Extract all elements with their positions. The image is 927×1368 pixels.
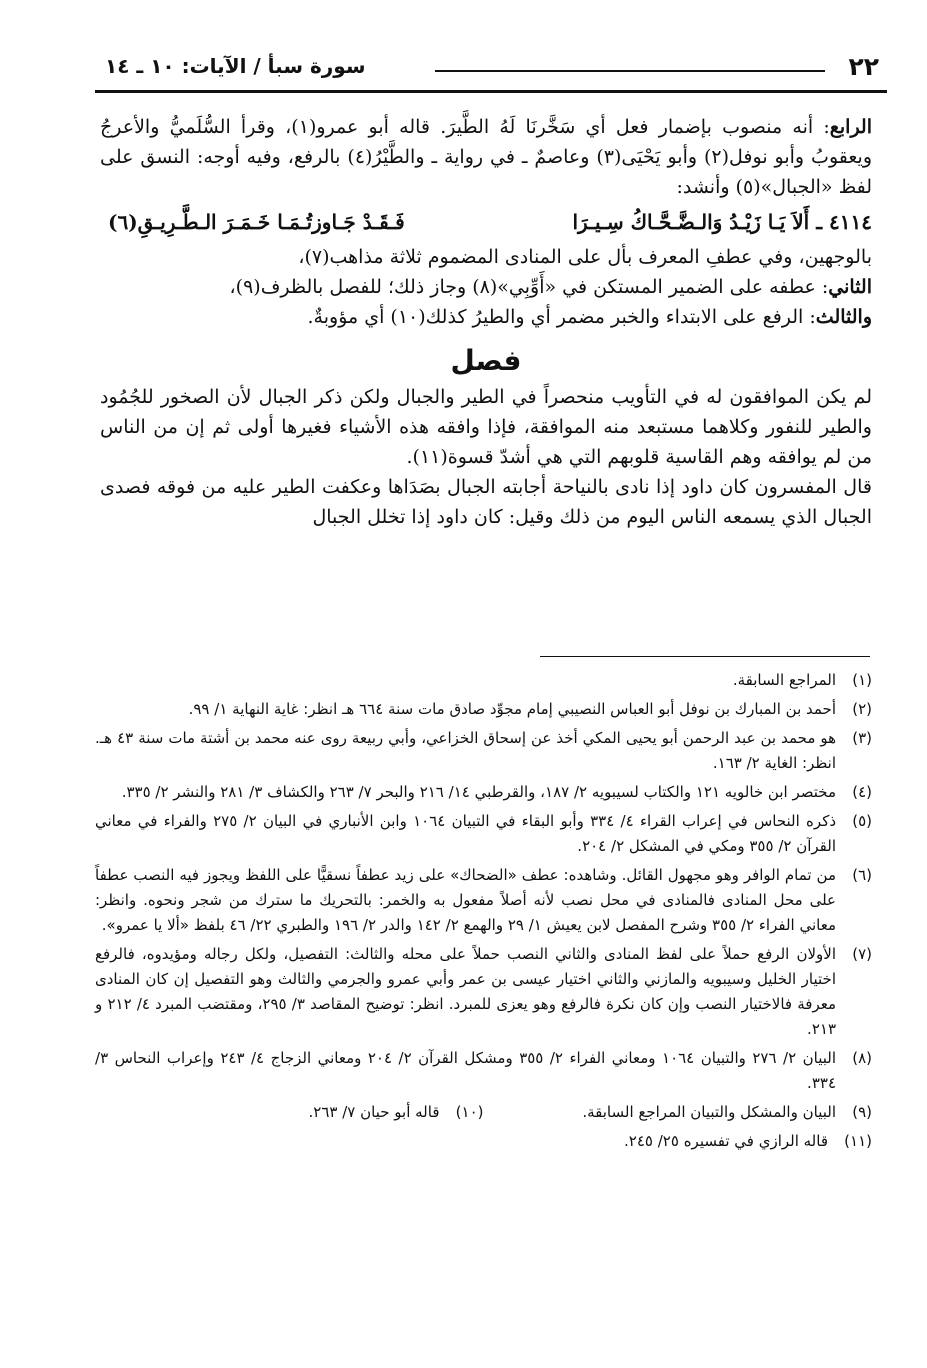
text-third: : الرفع على الابتداء والخبر مضمر أي والطيرُ كذلك(١٠) أي مؤوبةٌ. <box>307 306 816 328</box>
footnote-text: البيان والمشكل والتبيان المراجع السابقة. <box>582 1103 836 1121</box>
label-third: والثالث <box>815 306 872 328</box>
footnote-item <box>484 1100 873 1125</box>
footnote-pair <box>95 1100 872 1125</box>
paragraph-chapter-2: قال المفسرون كان داود إذا نادى بالنياحة أجابته الجبال بصَدَاها وعكفت الطير عليه من فوقه فصدى الجبال الذي يسمعه الناس اليوم من ذلك وقيل: كان داود إذا تخلل الجبال <box>100 476 872 528</box>
footnote-number: (٧) <box>852 945 872 963</box>
footnote-number: (٥) <box>852 812 872 830</box>
footnote-number: (٦) <box>852 866 872 884</box>
footnote-item <box>95 809 872 859</box>
poetry-verse <box>100 206 872 238</box>
footnote-text: ذكره النحاس في إعراب القراء ٤/ ٣٣٤ وأبو البقاء في التبيان ١٠٦٤ وابن الأنباري في البيان ٢/ ٢٧٥ والفراء في معاني القرآن ٢/ ٣٥٥ ومكي في المشكل ٢/ ٢٠٤. <box>95 812 837 855</box>
footnote-number: (٩) <box>852 1103 872 1121</box>
footnote-item <box>95 1046 872 1096</box>
footnote-text: قاله أبو حيان ٧/ ٢٦٣. <box>308 1103 440 1121</box>
footnote-text: المراجع السابقة. <box>732 671 836 689</box>
text-fourth: : أنه منصوب بإضمار فعل أي سَخَّرنَا لَهُ الطَّيرَ. قاله أبو عمرو(١)، وقرأ السُّلَميُّ والأعرجُ ويعقوبُ وأبو نوفل(٢) وأبو يَحْيَى(٣) وعاصمٌ ـ في رواية ـ والطَّيْرُ(٤) بالرفع، وفيه أوجه: النسق على لفظ «الجبال»(٥) وأنشد: <box>100 116 872 198</box>
footnote-text: قاله الرازي في تفسيره ٢٥/ ٢٤٥. <box>624 1132 828 1150</box>
label-second: الثاني <box>828 276 872 298</box>
footnote-number: (٤) <box>852 783 872 801</box>
paragraph-chapter-1: لم يكن الموافقون له في التأويب منحصراً في الطير والجبال ولكن ذكر الجبال لأن الصخور للجُمُود والطير للنفور وكلاهما مستبعد منه الموافقة، فإذا وافقه هذه الأشياء فغيرها أولى ثم إن من الناس من لم يوافقه وهم القاسية قلوبهم التي هي أشدّ قسوة(١١). <box>100 386 872 468</box>
footnote-text: أحمد بن المبارك بن نوفل أبو العباس النصيبي إمام مجوِّد صادق مات سنة ٦٦٤ هـ انظر: غاية النهاية ١/ ٩٩. <box>188 700 836 718</box>
verse-first-text: ـ أَلاَ يَـا زَيْـدُ وَالـضَّـحَّـاكُ سِـيـرَا <box>572 210 823 234</box>
paragraph-third <box>100 302 872 332</box>
header-rule <box>95 90 887 93</box>
footnote-item <box>95 1100 484 1125</box>
footnote-rule <box>540 656 870 657</box>
section-heading: فصل <box>450 344 522 377</box>
footnote-item <box>95 780 872 805</box>
footnote-text: مختصر ابن خالويه ١٢١ والكتاب لسيبويه ٢/ ١٨٧، والقرطبي ١٤/ ٢١٦ والبحر ٧/ ٢٦٣ والكشاف ٣/ ٢٨١ والنشر ٢/ ٣٣٥. <box>121 783 836 801</box>
footnote-number: (٨) <box>852 1049 872 1067</box>
paragraph-fourth <box>100 112 872 202</box>
footnote-item <box>95 942 872 1042</box>
footnote-number: (١١) <box>844 1132 872 1150</box>
verse-second-hemistich: فَـقَـدْ جَـاوزتُـمَـا خَـمَـرَ الـطَّـرِيـقِ(٦) <box>108 210 405 234</box>
footnotes <box>95 668 872 1158</box>
footnote-item <box>95 697 872 722</box>
main-text <box>100 112 872 532</box>
paragraph-views: بالوجهين، وفي عطفِ المعرف بأل على المنادى المضموم ثلاثة مذاهب(٧)، <box>298 246 872 268</box>
footnote-item <box>95 1129 872 1154</box>
footnote-number: (٢) <box>852 700 872 718</box>
footnote-item <box>95 863 872 938</box>
text-second: : عطفه على الضمير المستكن في «أَوِّبِي»(٨) وجاز ذلك؛ للفصل بالظرف(٩)، <box>229 276 829 298</box>
footnote-text: الأولان الرفع حملاً على لفظ المنادى والثاني النصب حملاً على محله والثالث: التفصيل، ولكل رجاله ومؤيدوه، فالرفع اختيار الخليل وسيبويه والمازني والثاني اختيار عيسى بن عمر وأبي عمرو والجرمي والثالث وهو التفصيل إن كان المنادى معرفة فالاختيار النصب وإن كان نكرة فالرفع وهو يعزى للمبرد. انظر: توضيح المقاصد ٣/ ٢٩٥، ومقتضب المبرد ٤/ ٢١٢ و ٢١٣. <box>95 945 837 1038</box>
footnote-item <box>95 668 872 693</box>
page-number: ٢٢ <box>848 52 879 81</box>
page-header <box>95 52 887 90</box>
paragraph-second <box>100 272 872 302</box>
footnote-number: (١) <box>852 671 872 689</box>
footnote-number: (٣) <box>852 729 872 747</box>
footnote-item <box>95 726 872 776</box>
header-dash <box>435 70 825 72</box>
label-fourth: الرابع <box>829 116 872 138</box>
footnote-text: من تمام الوافر وهو مجهول القائل. وشاهده: عطف «الضحاك» على زيد عطفاً نسقيًّا على اللفظ ويجوز فيه النصب عطفاً على محل المنادى فالمنادى في محل نصب لأنه أصلاً مفعول به والخمر: بالتحريك ما سترك من شجر ونحوه. وانظر: معاني الفراء ٢/ ٣٥٥ وشرح المفصل لابن يعيش ١/ ٢٩ والهمع ٢/ ١٤٢ والدر ٢/ ١٩٦ والطبري ٢٢/ ٤٦ بلفظ «ألا يا عمرو». <box>95 866 836 934</box>
footnote-text: هو محمد بن عبد الرحمن أبو يحيى المكي أخذ عن إسحاق الخزاعي، وأبي ربيعة روى عنه محمد بن أشتة مات سنة ٤٣ هـ. انظر: الغاية ٢/ ١٦٣. <box>95 729 837 772</box>
running-title: سورة سبأ / الآيات: ١٠ ـ ١٤ <box>105 54 366 78</box>
verse-number: ٤١١٤ <box>829 210 872 234</box>
verse-first-hemistich <box>573 206 873 238</box>
footnote-text: البيان ٢/ ٢٧٦ والتبيان ١٠٦٤ ومعاني الفراء ٢/ ٣٥٥ ومشكل القرآن ٢/ ٢٠٤ ومعاني الزجاج ٤/ ٢٤٣ وإعراب النحاس ٣/ ٣٣٤. <box>95 1049 837 1092</box>
footnote-number: (١٠) <box>455 1103 484 1121</box>
